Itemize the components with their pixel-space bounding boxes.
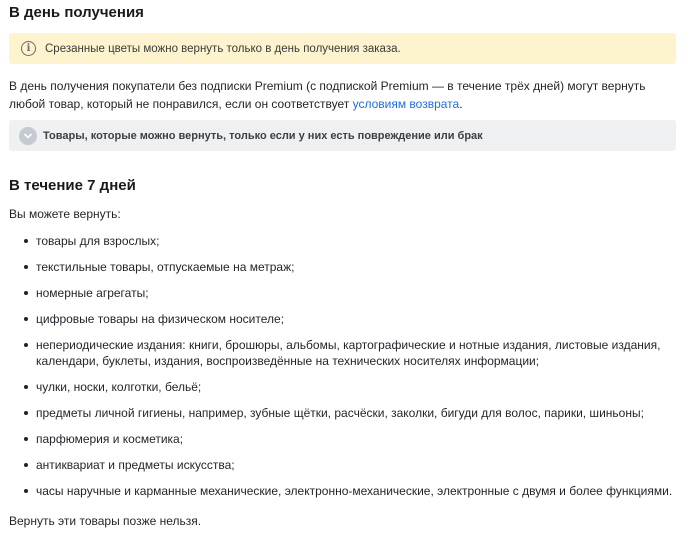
list-item: текстильные товары, отпускаемые на метраж; [9, 259, 689, 275]
list-item: предметы личной гигиены, например, зубные щётки, расчёски, заколки, бигуди для волос, парики, шиньоны; [9, 405, 689, 421]
list-item: цифровые товары на физическом носителе; [9, 311, 689, 327]
list-item: парфюмерия и косметика; [9, 431, 689, 447]
return-conditions-link[interactable]: условиям возврата [352, 97, 460, 111]
seven-days-intro: Вы можете вернуть: [9, 207, 121, 221]
list-item: номерные агрегаты; [9, 285, 689, 301]
paragraph-text: В день получения покупатели без подписки Premium (с подпиской Premium — в течение трёх дней) могут вернуть любой товар, который не понравился, если он соответствует [9, 79, 646, 111]
same-day-paragraph [9, 77, 684, 113]
notice-text: Срезанные цветы можно вернуть только в день получения заказа. [45, 42, 401, 55]
expander-label: Товары, которые можно вернуть, только если у них есть повреждение или брак [43, 129, 483, 142]
returnable-items-list [9, 233, 689, 509]
section-title-seven-days: В течение 7 дней [9, 177, 136, 194]
damaged-items-expander[interactable] [9, 120, 676, 151]
list-item: непериодические издания: книги, брошюры, альбомы, картографические и нотные издания, листовые издания, календари, буклеты, издания, воспроизведённые на технических носителях информации; [9, 337, 689, 369]
info-icon: i [21, 41, 36, 56]
notice-banner [9, 33, 676, 64]
section-title-same-day: В день получения [9, 4, 144, 21]
list-item: товары для взрослых; [9, 233, 689, 249]
paragraph-end: . [459, 97, 463, 111]
list-item: антиквариат и предметы искусства; [9, 457, 689, 473]
list-item: часы наручные и карманные механические, электронно-механические, электронные с двумя и более функциями. [9, 483, 689, 499]
list-item: чулки, носки, колготки, бельё; [9, 379, 689, 395]
seven-days-outro: Вернуть эти товары позже нельзя. [9, 514, 202, 528]
chevron-down-icon[interactable] [19, 127, 37, 145]
